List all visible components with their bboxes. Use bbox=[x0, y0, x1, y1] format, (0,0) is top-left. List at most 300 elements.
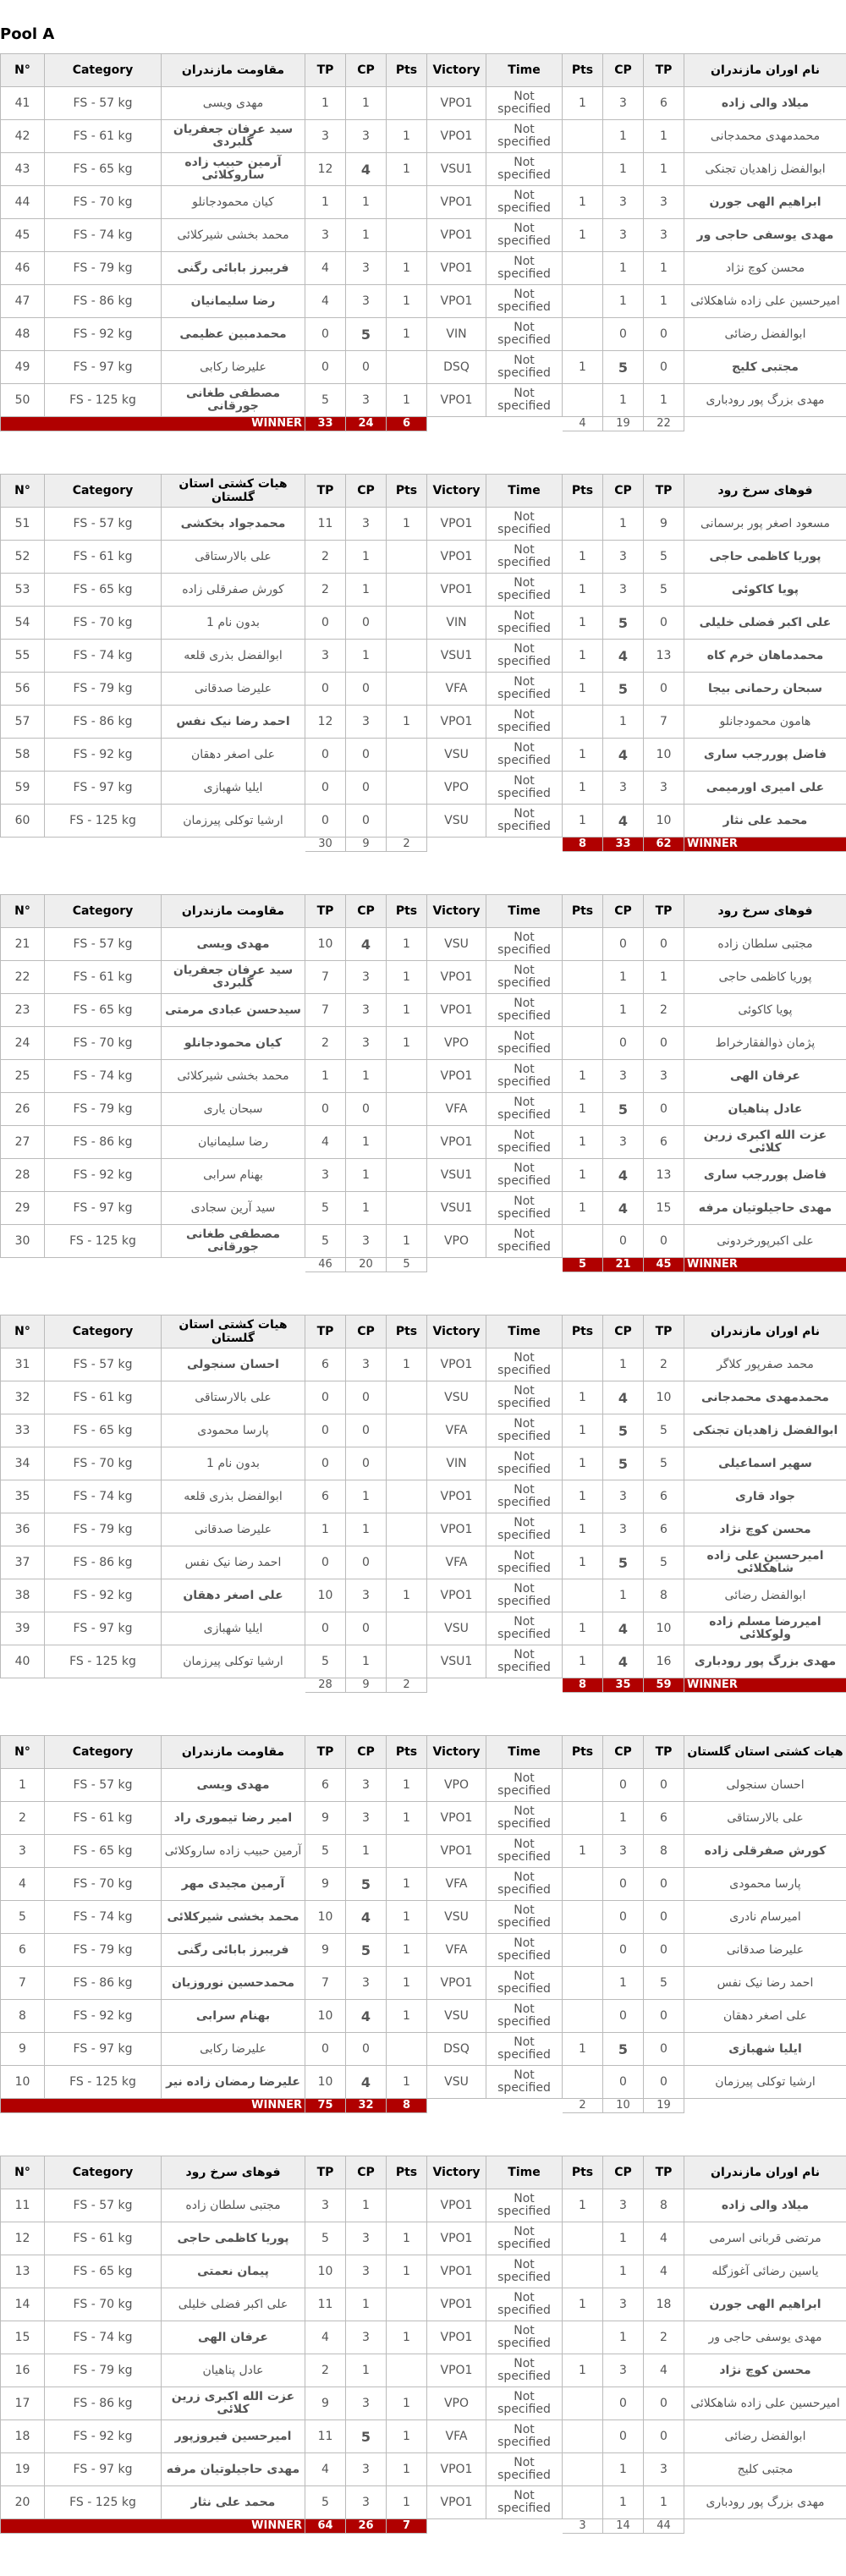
bout-number: 17 bbox=[1, 2387, 45, 2420]
left-pts bbox=[387, 87, 427, 120]
right-cp: 1 bbox=[603, 2255, 644, 2288]
bout-time: Not specified bbox=[486, 607, 563, 640]
bout-row bbox=[1, 2354, 846, 2387]
victory-header: Victory bbox=[427, 1315, 486, 1348]
left-wrestler-name: بدون نام 1 bbox=[162, 607, 305, 640]
left-wrestler-name: علیرضا رکابی bbox=[162, 2033, 305, 2066]
right-cp: 0 bbox=[603, 2420, 644, 2453]
victory-type: VPO1 bbox=[427, 2486, 486, 2519]
left-pts: 1 bbox=[387, 994, 427, 1027]
left-cp: 5 bbox=[346, 1868, 387, 1901]
victory-type: VSU1 bbox=[427, 640, 486, 673]
left-pts: 1 bbox=[387, 2066, 427, 2099]
right-pts bbox=[563, 2453, 603, 2486]
left-wrestler-name: علی اصغر دهقان bbox=[162, 1579, 305, 1612]
right-tp: 1 bbox=[644, 384, 684, 417]
right-pts bbox=[563, 961, 603, 994]
bout-number: 10 bbox=[1, 2066, 45, 2099]
right-tp: 2 bbox=[644, 2321, 684, 2354]
bout-row bbox=[1, 1546, 846, 1579]
bout-time: Not specified bbox=[486, 186, 563, 219]
right-pts bbox=[563, 1868, 603, 1901]
right-pts bbox=[563, 1225, 603, 1258]
right-tp: 1 bbox=[644, 252, 684, 285]
bout-row bbox=[1, 153, 846, 186]
bout-number: 12 bbox=[1, 2222, 45, 2255]
bout-row bbox=[1, 1645, 846, 1678]
left-tp: 3 bbox=[305, 2189, 346, 2222]
victory-type: VPO1 bbox=[427, 2222, 486, 2255]
left-tp: 3 bbox=[305, 219, 346, 252]
weight-category: FS - 57 kg bbox=[45, 1348, 162, 1381]
bout-time: Not specified bbox=[486, 574, 563, 607]
weight-category: FS - 86 kg bbox=[45, 1967, 162, 2000]
left-pts bbox=[387, 1835, 427, 1868]
left-pts bbox=[387, 2189, 427, 2222]
left-wrestler-name: امیرحسین فیروزپور bbox=[162, 2420, 305, 2453]
bout-number: 34 bbox=[1, 1447, 45, 1480]
left-pts bbox=[387, 1093, 427, 1126]
victory-header: Victory bbox=[427, 1736, 486, 1769]
victory-type: VIN bbox=[427, 607, 486, 640]
right-wrestler-name: یاسین رضائی آغوزگله bbox=[684, 2255, 846, 2288]
pts-header: Pts bbox=[563, 895, 603, 928]
bout-number: 19 bbox=[1, 2453, 45, 2486]
bout-time: Not specified bbox=[486, 1612, 563, 1645]
right-pts bbox=[563, 252, 603, 285]
right-wrestler-name: پوریا کاظمی حاجی bbox=[684, 541, 846, 574]
left-cp: 3 bbox=[346, 120, 387, 153]
right-tp: 5 bbox=[644, 1414, 684, 1447]
weight-category: FS - 92 kg bbox=[45, 1159, 162, 1192]
right-pts bbox=[563, 153, 603, 186]
weight-category: FS - 125 kg bbox=[45, 805, 162, 838]
bout-row bbox=[1, 2222, 846, 2255]
left-tp: 10 bbox=[305, 1579, 346, 1612]
cp-header: CP bbox=[603, 1736, 644, 1769]
right-wrestler-name: فاضل پوررجب ساری bbox=[684, 739, 846, 772]
victory-type: VFA bbox=[427, 1868, 486, 1901]
bout-number: 52 bbox=[1, 541, 45, 574]
winner-label: WINNER bbox=[684, 838, 846, 852]
right-pts: 1 bbox=[563, 541, 603, 574]
right-total-cp: 21 bbox=[603, 1258, 644, 1272]
bout-row bbox=[1, 1967, 846, 2000]
left-cp: 3 bbox=[346, 2486, 387, 2519]
right-tp: 1 bbox=[644, 153, 684, 186]
left-wrestler-name: علی بالارستاقی bbox=[162, 541, 305, 574]
right-wrestler-name: پارسا محمودی bbox=[684, 1868, 846, 1901]
bout-row bbox=[1, 1225, 846, 1258]
right-tp: 0 bbox=[644, 318, 684, 351]
weight-category: FS - 79 kg bbox=[45, 1093, 162, 1126]
totals-spacer bbox=[1, 838, 305, 852]
totals-spacer bbox=[1, 1678, 305, 1693]
victory-header: Victory bbox=[427, 2156, 486, 2189]
weight-category: FS - 65 kg bbox=[45, 994, 162, 1027]
bout-time: Not specified bbox=[486, 1414, 563, 1447]
bout-row bbox=[1, 1381, 846, 1414]
right-total-pts: 3 bbox=[563, 2519, 603, 2534]
victory-type: VPO1 bbox=[427, 574, 486, 607]
left-tp: 3 bbox=[305, 120, 346, 153]
left-tp: 10 bbox=[305, 928, 346, 961]
victory-type: VPO bbox=[427, 1027, 486, 1060]
bout-time: Not specified bbox=[486, 1225, 563, 1258]
bout-row bbox=[1, 640, 846, 673]
left-cp: 1 bbox=[346, 87, 387, 120]
bout-number: 27 bbox=[1, 1126, 45, 1159]
left-cp: 1 bbox=[346, 2288, 387, 2321]
bout-time: Not specified bbox=[486, 994, 563, 1027]
bout-row bbox=[1, 2420, 846, 2453]
right-team-header: نام اوران مازندران bbox=[684, 2156, 846, 2189]
right-pts bbox=[563, 928, 603, 961]
pts-header: Pts bbox=[563, 475, 603, 508]
cp-header: CP bbox=[346, 2156, 387, 2189]
right-tp: 10 bbox=[644, 1612, 684, 1645]
left-cp: 0 bbox=[346, 1093, 387, 1126]
victory-type: VPO bbox=[427, 772, 486, 805]
bout-number: 38 bbox=[1, 1579, 45, 1612]
bout-number: 54 bbox=[1, 607, 45, 640]
left-tp: 0 bbox=[305, 318, 346, 351]
bout-time: Not specified bbox=[486, 384, 563, 417]
left-tp: 1 bbox=[305, 186, 346, 219]
left-cp: 4 bbox=[346, 928, 387, 961]
right-pts: 1 bbox=[563, 574, 603, 607]
victory-type: VPO1 bbox=[427, 1579, 486, 1612]
right-pts: 1 bbox=[563, 1060, 603, 1093]
tp-header: TP bbox=[305, 895, 346, 928]
left-pts bbox=[387, 186, 427, 219]
bout-row bbox=[1, 1480, 846, 1513]
left-wrestler-name: پوریا کاظمی حاجی bbox=[162, 2222, 305, 2255]
weight-category: FS - 70 kg bbox=[45, 1027, 162, 1060]
right-cp: 1 bbox=[603, 961, 644, 994]
left-pts bbox=[387, 2354, 427, 2387]
victory-header: Victory bbox=[427, 475, 486, 508]
right-pts bbox=[563, 1348, 603, 1381]
left-cp: 3 bbox=[346, 2453, 387, 2486]
left-cp: 1 bbox=[346, 1513, 387, 1546]
left-wrestler-name: محمدجواد بخکشی bbox=[162, 508, 305, 541]
left-total-tp: 28 bbox=[305, 1678, 346, 1693]
weight-category: FS - 86 kg bbox=[45, 1546, 162, 1579]
left-team-header: فوهای سرخ رود bbox=[162, 2156, 305, 2189]
right-tp: 8 bbox=[644, 1579, 684, 1612]
right-cp: 1 bbox=[603, 994, 644, 1027]
right-wrestler-name: مهدی حاجیلوتیان مرفه bbox=[684, 1192, 846, 1225]
weight-category: FS - 57 kg bbox=[45, 508, 162, 541]
bout-row bbox=[1, 2255, 846, 2288]
weight-category: FS - 65 kg bbox=[45, 1835, 162, 1868]
right-wrestler-name: امیرحسین علی زاده شاهکلائی bbox=[684, 1546, 846, 1579]
bout-number: 29 bbox=[1, 1192, 45, 1225]
right-cp: 3 bbox=[603, 541, 644, 574]
header-row bbox=[1, 54, 846, 87]
bout-time: Not specified bbox=[486, 1967, 563, 2000]
category-header: Category bbox=[45, 895, 162, 928]
no-header: N° bbox=[1, 2156, 45, 2189]
left-pts bbox=[387, 607, 427, 640]
left-pts bbox=[387, 2033, 427, 2066]
left-cp: 1 bbox=[346, 219, 387, 252]
right-tp: 13 bbox=[644, 640, 684, 673]
left-cp: 1 bbox=[346, 1060, 387, 1093]
header-row bbox=[1, 1736, 846, 1769]
victory-type: VPO bbox=[427, 1769, 486, 1802]
right-cp: 4 bbox=[603, 739, 644, 772]
weight-category: FS - 97 kg bbox=[45, 1192, 162, 1225]
header-row bbox=[1, 895, 846, 928]
right-wrestler-name: مسعود اصغر پور برسمانی bbox=[684, 508, 846, 541]
left-cp: 3 bbox=[346, 1579, 387, 1612]
left-pts: 1 bbox=[387, 1769, 427, 1802]
bout-time: Not specified bbox=[486, 1480, 563, 1513]
left-pts bbox=[387, 1126, 427, 1159]
right-total-cp: 14 bbox=[603, 2519, 644, 2534]
bout-row bbox=[1, 1159, 846, 1192]
bout-time: Not specified bbox=[486, 1769, 563, 1802]
right-wrestler-name: محمد صفرپور کلاگر bbox=[684, 1348, 846, 1381]
bout-row bbox=[1, 2000, 846, 2033]
right-total-tp: 19 bbox=[644, 2099, 684, 2113]
right-tp: 5 bbox=[644, 541, 684, 574]
right-cp: 1 bbox=[603, 2453, 644, 2486]
left-tp: 9 bbox=[305, 2387, 346, 2420]
right-total-pts: 5 bbox=[563, 1258, 603, 1272]
weight-category: FS - 61 kg bbox=[45, 961, 162, 994]
right-wrestler-name: علی اصغر دهقان bbox=[684, 2000, 846, 2033]
right-wrestler-name: علی اکبرپورخردونی bbox=[684, 1225, 846, 1258]
right-pts bbox=[563, 1027, 603, 1060]
right-cp: 0 bbox=[603, 318, 644, 351]
weight-category: FS - 61 kg bbox=[45, 1802, 162, 1835]
bout-number: 5 bbox=[1, 1901, 45, 1934]
bout-row bbox=[1, 961, 846, 994]
weight-category: FS - 92 kg bbox=[45, 1579, 162, 1612]
bout-time: Not specified bbox=[486, 1868, 563, 1901]
weight-category: FS - 97 kg bbox=[45, 772, 162, 805]
right-wrestler-name: سبحان رحمانی بیجا bbox=[684, 673, 846, 706]
right-tp: 2 bbox=[644, 1348, 684, 1381]
bout-time: Not specified bbox=[486, 351, 563, 384]
totals-row bbox=[1, 417, 846, 431]
left-tp: 4 bbox=[305, 252, 346, 285]
right-tp: 0 bbox=[644, 1901, 684, 1934]
bout-time: Not specified bbox=[486, 1126, 563, 1159]
right-cp: 3 bbox=[603, 219, 644, 252]
bout-number: 26 bbox=[1, 1093, 45, 1126]
bout-number: 57 bbox=[1, 706, 45, 739]
right-cp: 5 bbox=[603, 673, 644, 706]
totals-spacer bbox=[427, 1678, 563, 1693]
bout-number: 13 bbox=[1, 2255, 45, 2288]
time-header: Time bbox=[486, 2156, 563, 2189]
left-cp: 3 bbox=[346, 285, 387, 318]
tp-header: TP bbox=[305, 54, 346, 87]
left-wrestler-name: محمدمبین عظیمی bbox=[162, 318, 305, 351]
right-total-cp: 35 bbox=[603, 1678, 644, 1693]
right-tp: 0 bbox=[644, 1225, 684, 1258]
match-table bbox=[0, 894, 846, 1272]
bout-time: Not specified bbox=[486, 1802, 563, 1835]
left-cp: 3 bbox=[346, 1027, 387, 1060]
left-cp: 1 bbox=[346, 1192, 387, 1225]
victory-header: Victory bbox=[427, 54, 486, 87]
bout-row bbox=[1, 574, 846, 607]
victory-type: VPO1 bbox=[427, 87, 486, 120]
victory-type: VPO1 bbox=[427, 384, 486, 417]
bout-time: Not specified bbox=[486, 1579, 563, 1612]
bout-time: Not specified bbox=[486, 2321, 563, 2354]
right-tp: 0 bbox=[644, 673, 684, 706]
right-pts: 1 bbox=[563, 1093, 603, 1126]
right-total-tp: 22 bbox=[644, 417, 684, 431]
left-tp: 0 bbox=[305, 1447, 346, 1480]
right-wrestler-name: ابوالفضل زاهدیان تجنکی bbox=[684, 1414, 846, 1447]
right-wrestler-name: سهیر اسماعیلی bbox=[684, 1447, 846, 1480]
right-wrestler-name: محمدمهدی محمدجانی bbox=[684, 120, 846, 153]
left-tp: 4 bbox=[305, 1126, 346, 1159]
right-cp: 3 bbox=[603, 1060, 644, 1093]
right-pts bbox=[563, 1967, 603, 2000]
weight-category: FS - 74 kg bbox=[45, 2321, 162, 2354]
victory-type: VPO1 bbox=[427, 186, 486, 219]
bout-time: Not specified bbox=[486, 1159, 563, 1192]
bout-number: 2 bbox=[1, 1802, 45, 1835]
victory-type: VPO1 bbox=[427, 2354, 486, 2387]
totals-spacer bbox=[427, 417, 563, 431]
right-tp: 5 bbox=[644, 574, 684, 607]
right-pts bbox=[563, 1901, 603, 1934]
left-wrestler-name: احسان سنجولی bbox=[162, 1348, 305, 1381]
right-wrestler-name: ابوالفضل رضائی bbox=[684, 318, 846, 351]
victory-type: VSU bbox=[427, 805, 486, 838]
left-pts bbox=[387, 219, 427, 252]
bout-time: Not specified bbox=[486, 1060, 563, 1093]
tp-header: TP bbox=[305, 2156, 346, 2189]
bout-row bbox=[1, 285, 846, 318]
category-header: Category bbox=[45, 54, 162, 87]
bout-number: 42 bbox=[1, 120, 45, 153]
weight-category: FS - 57 kg bbox=[45, 928, 162, 961]
left-cp: 1 bbox=[346, 2354, 387, 2387]
right-pts bbox=[563, 1934, 603, 1967]
right-tp: 6 bbox=[644, 87, 684, 120]
tp-header: TP bbox=[644, 1315, 684, 1348]
right-tp: 0 bbox=[644, 2420, 684, 2453]
victory-type: VSU bbox=[427, 1901, 486, 1934]
right-wrestler-name: کورش صفرقلی زاده bbox=[684, 1835, 846, 1868]
right-wrestler-name: امیرسام نادری bbox=[684, 1901, 846, 1934]
right-cp: 0 bbox=[603, 2066, 644, 2099]
left-cp: 3 bbox=[346, 1348, 387, 1381]
right-wrestler-name: علی اکبر فضلی خلیلی bbox=[684, 607, 846, 640]
right-wrestler-name: مهدی بزرگ پور رودباری bbox=[684, 384, 846, 417]
left-wrestler-name: رضا سلیمانیان bbox=[162, 285, 305, 318]
weight-category: FS - 92 kg bbox=[45, 2420, 162, 2453]
left-team-header: مقاومت مازندران bbox=[162, 54, 305, 87]
bout-time: Not specified bbox=[486, 2420, 563, 2453]
left-pts: 1 bbox=[387, 285, 427, 318]
victory-type: VSU1 bbox=[427, 1192, 486, 1225]
right-pts: 1 bbox=[563, 2189, 603, 2222]
bout-row bbox=[1, 805, 846, 838]
left-cp: 1 bbox=[346, 1835, 387, 1868]
cp-header: CP bbox=[603, 54, 644, 87]
victory-type: VPO1 bbox=[427, 1802, 486, 1835]
right-pts bbox=[563, 1769, 603, 1802]
right-tp: 13 bbox=[644, 1159, 684, 1192]
right-tp: 3 bbox=[644, 772, 684, 805]
left-tp: 7 bbox=[305, 994, 346, 1027]
bout-number: 45 bbox=[1, 219, 45, 252]
left-total-pts: 6 bbox=[387, 417, 427, 431]
victory-type: VFA bbox=[427, 1093, 486, 1126]
victory-type: VPO1 bbox=[427, 1480, 486, 1513]
bout-number: 15 bbox=[1, 2321, 45, 2354]
right-pts: 1 bbox=[563, 2288, 603, 2321]
matches-container bbox=[0, 53, 846, 2534]
right-tp: 18 bbox=[644, 2288, 684, 2321]
weight-category: FS - 125 kg bbox=[45, 2486, 162, 2519]
right-pts bbox=[563, 2321, 603, 2354]
page bbox=[0, 25, 846, 2534]
left-total-pts: 2 bbox=[387, 1678, 427, 1693]
header-row bbox=[1, 475, 846, 508]
left-cp: 3 bbox=[346, 2222, 387, 2255]
bout-number: 8 bbox=[1, 2000, 45, 2033]
victory-type: VSU1 bbox=[427, 153, 486, 186]
left-wrestler-name: امیر رضا تیموری راد bbox=[162, 1802, 305, 1835]
left-wrestler-name: بهنام سرابی bbox=[162, 1159, 305, 1192]
victory-type: VFA bbox=[427, 673, 486, 706]
right-cp: 3 bbox=[603, 186, 644, 219]
right-tp: 15 bbox=[644, 1192, 684, 1225]
pts-header: Pts bbox=[563, 2156, 603, 2189]
category-header: Category bbox=[45, 475, 162, 508]
pts-header: Pts bbox=[387, 895, 427, 928]
weight-category: FS - 65 kg bbox=[45, 153, 162, 186]
bout-number: 35 bbox=[1, 1480, 45, 1513]
right-cp: 1 bbox=[603, 1802, 644, 1835]
bout-row bbox=[1, 1612, 846, 1645]
right-cp: 3 bbox=[603, 2288, 644, 2321]
bout-time: Not specified bbox=[486, 805, 563, 838]
bout-time: Not specified bbox=[486, 2033, 563, 2066]
right-cp: 1 bbox=[603, 1967, 644, 2000]
left-pts bbox=[387, 673, 427, 706]
left-pts: 1 bbox=[387, 961, 427, 994]
right-cp: 3 bbox=[603, 1480, 644, 1513]
pts-header: Pts bbox=[563, 54, 603, 87]
weight-category: FS - 125 kg bbox=[45, 2066, 162, 2099]
tp-header: TP bbox=[305, 475, 346, 508]
right-wrestler-name: احمد رضا نیک نفس bbox=[684, 1967, 846, 2000]
bout-row bbox=[1, 1835, 846, 1868]
victory-type: VPO1 bbox=[427, 2255, 486, 2288]
left-wrestler-name: علی بالارستاقی bbox=[162, 1381, 305, 1414]
left-tp: 0 bbox=[305, 739, 346, 772]
bout-row bbox=[1, 2453, 846, 2486]
left-cp: 0 bbox=[346, 739, 387, 772]
bout-time: Not specified bbox=[486, 2222, 563, 2255]
left-tp: 0 bbox=[305, 1381, 346, 1414]
bout-time: Not specified bbox=[486, 2189, 563, 2222]
right-cp: 3 bbox=[603, 2189, 644, 2222]
